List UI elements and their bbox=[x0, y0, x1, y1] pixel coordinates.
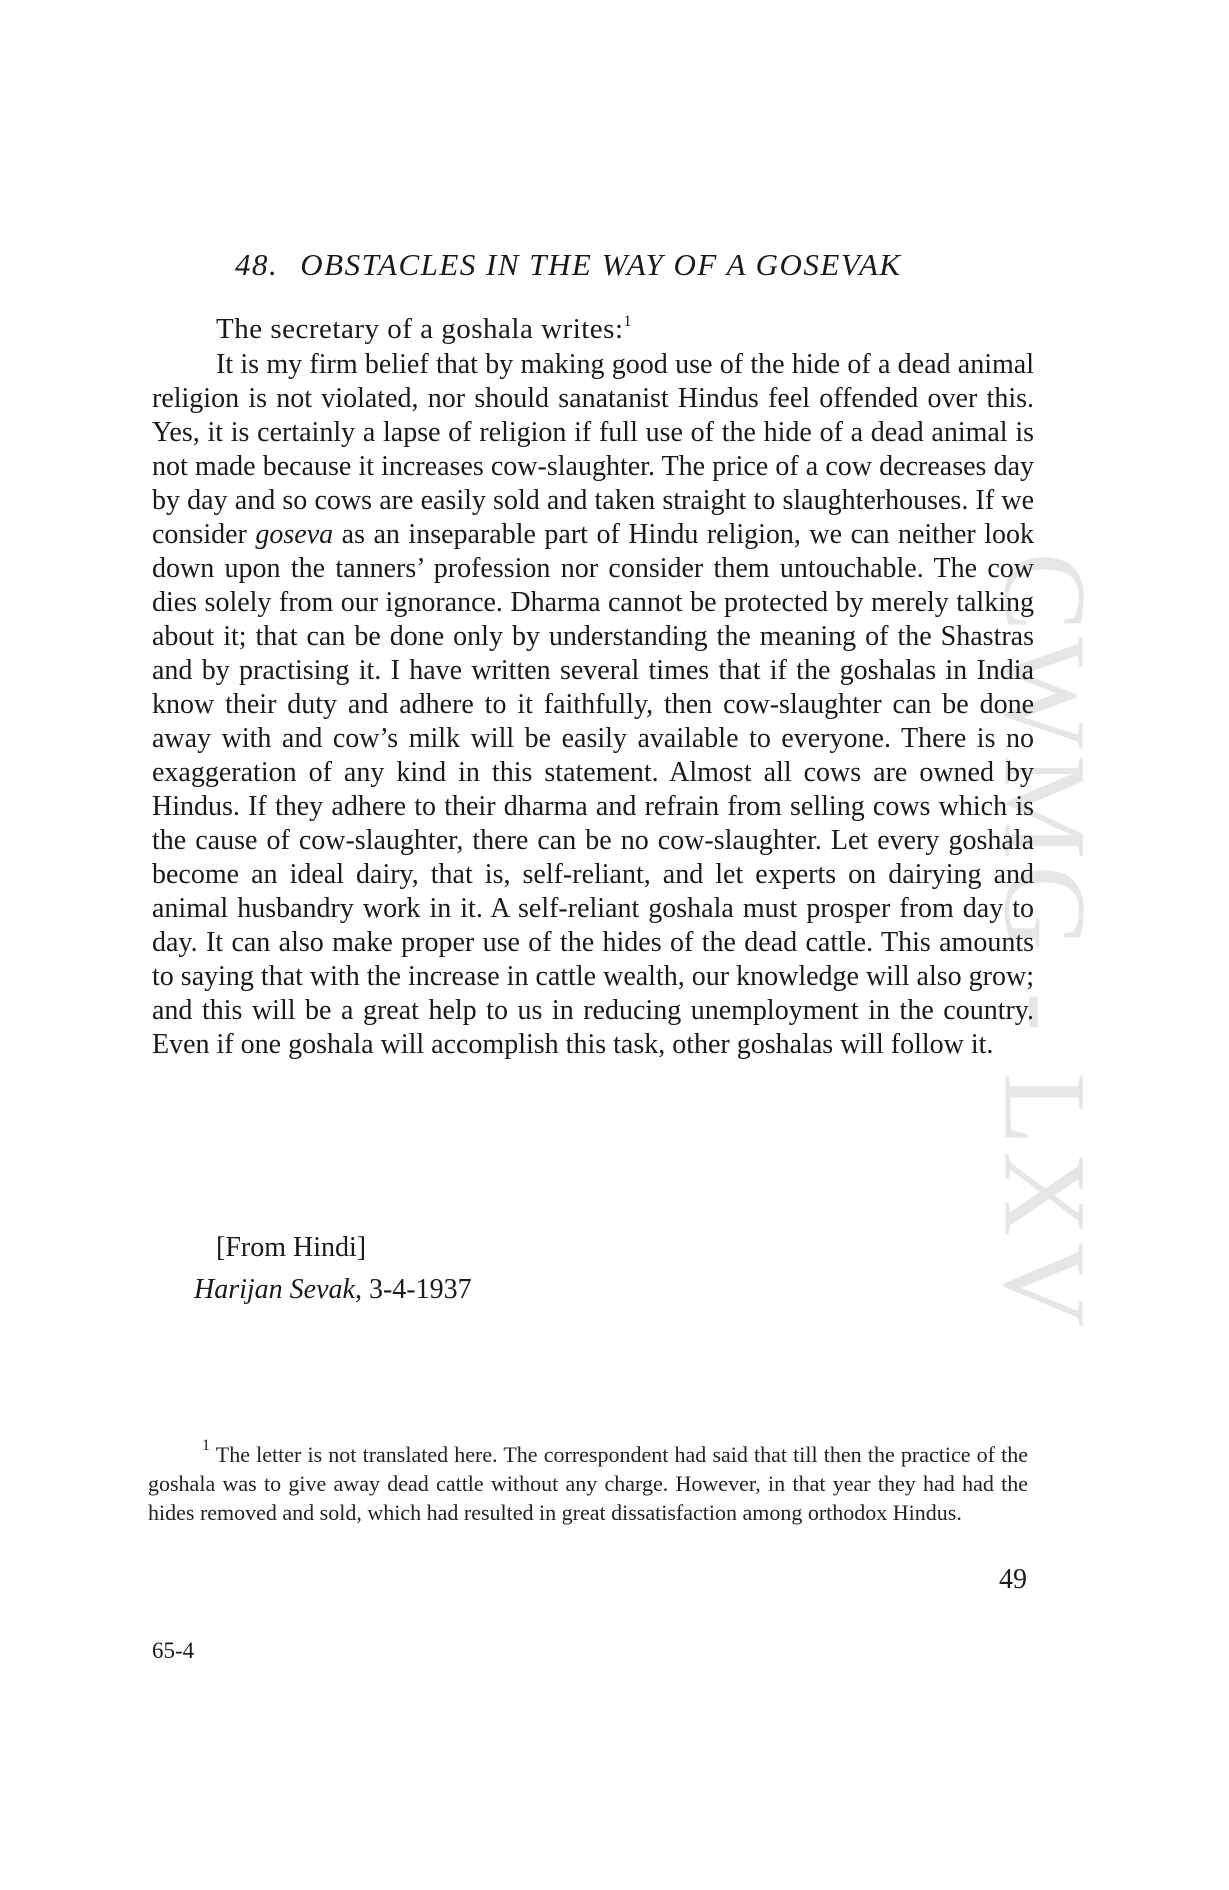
footnote-text: The letter is not translated here. The correspondent had said that till then the practice of the goshala was to give away dead cattle without any charge. However, in that year they had had the hides removed and sold, which had resulted in great dissatisfaction among orthodox Hindus. bbox=[148, 1442, 1028, 1525]
citation-date: , 3-4-1937 bbox=[354, 1274, 472, 1305]
footnote-marker: 1 bbox=[202, 1437, 210, 1454]
intro-line bbox=[216, 313, 632, 346]
citation-publication: Harijan Sevak bbox=[194, 1274, 355, 1305]
footnote-reference: 1 bbox=[623, 313, 633, 330]
watermark-text: CWMG - LXV bbox=[980, 552, 1111, 1334]
printer-signature: 65-4 bbox=[152, 1638, 195, 1663]
letter-body-part-1: It is my firm belief that by making good use of the hide of a dead animal religion is not violated, nor should sanatanist Hindus feel offended over this. Yes, it is certainly a lapse of religion if full use of the hide of a dead animal is not made because it increases cow-slaughter. The price of a cow decreases day by day and so cows are easily sold and taken straight to slaughterhouses. If we consider bbox=[152, 349, 1034, 550]
intro-text: The secretary of a goshala writes: bbox=[216, 313, 624, 345]
article-number: 48. bbox=[235, 247, 279, 282]
citation bbox=[194, 1274, 472, 1306]
letter-body-part-2: as an inseparable part of Hindu religion, we can neither look down upon the tanners’ profession nor consider them untouchable. The cow dies solely from our ignorance. Dharma cannot be protected by merely talking about it; that can be done only by understanding the meaning of the Shastras and by practising it. I have written several times that if the goshalas in India know their duty and adhere to it faithfully, then cow-slaughter can be done away with and cow’s milk will be easily available to everyone. There is no exaggeration of any kind in this statement. Almost all cows are owned by Hindus. If they adhere to their dharma and refrain from selling cows which is the cause of cow-slaughter, there can be no cow-slaughter. Let every goshala become an ideal dairy, that is, self-reliant, and let experts on dairying and animal husbandry work in it. A self-reliant goshala must prosper from day to day. It can also make proper use of the hides of the dead cattle. This amounts to saying that with the increase in cattle wealth, our knowledge will also grow; and this will be a great help to us in reducing unemployment in the country. Even if one goshala will accomplish this task, other goshalas will follow it. bbox=[152, 519, 1034, 1060]
letter-body bbox=[152, 348, 1034, 1062]
page-number: 49 bbox=[999, 1564, 1027, 1595]
article-heading bbox=[235, 247, 995, 283]
source-note: [From Hindi] bbox=[216, 1232, 367, 1263]
italic-term: goseva bbox=[255, 519, 334, 550]
article-title: OBSTACLES IN THE WAY OF A GOSEVAK bbox=[300, 247, 902, 282]
footnote bbox=[148, 1437, 1028, 1527]
